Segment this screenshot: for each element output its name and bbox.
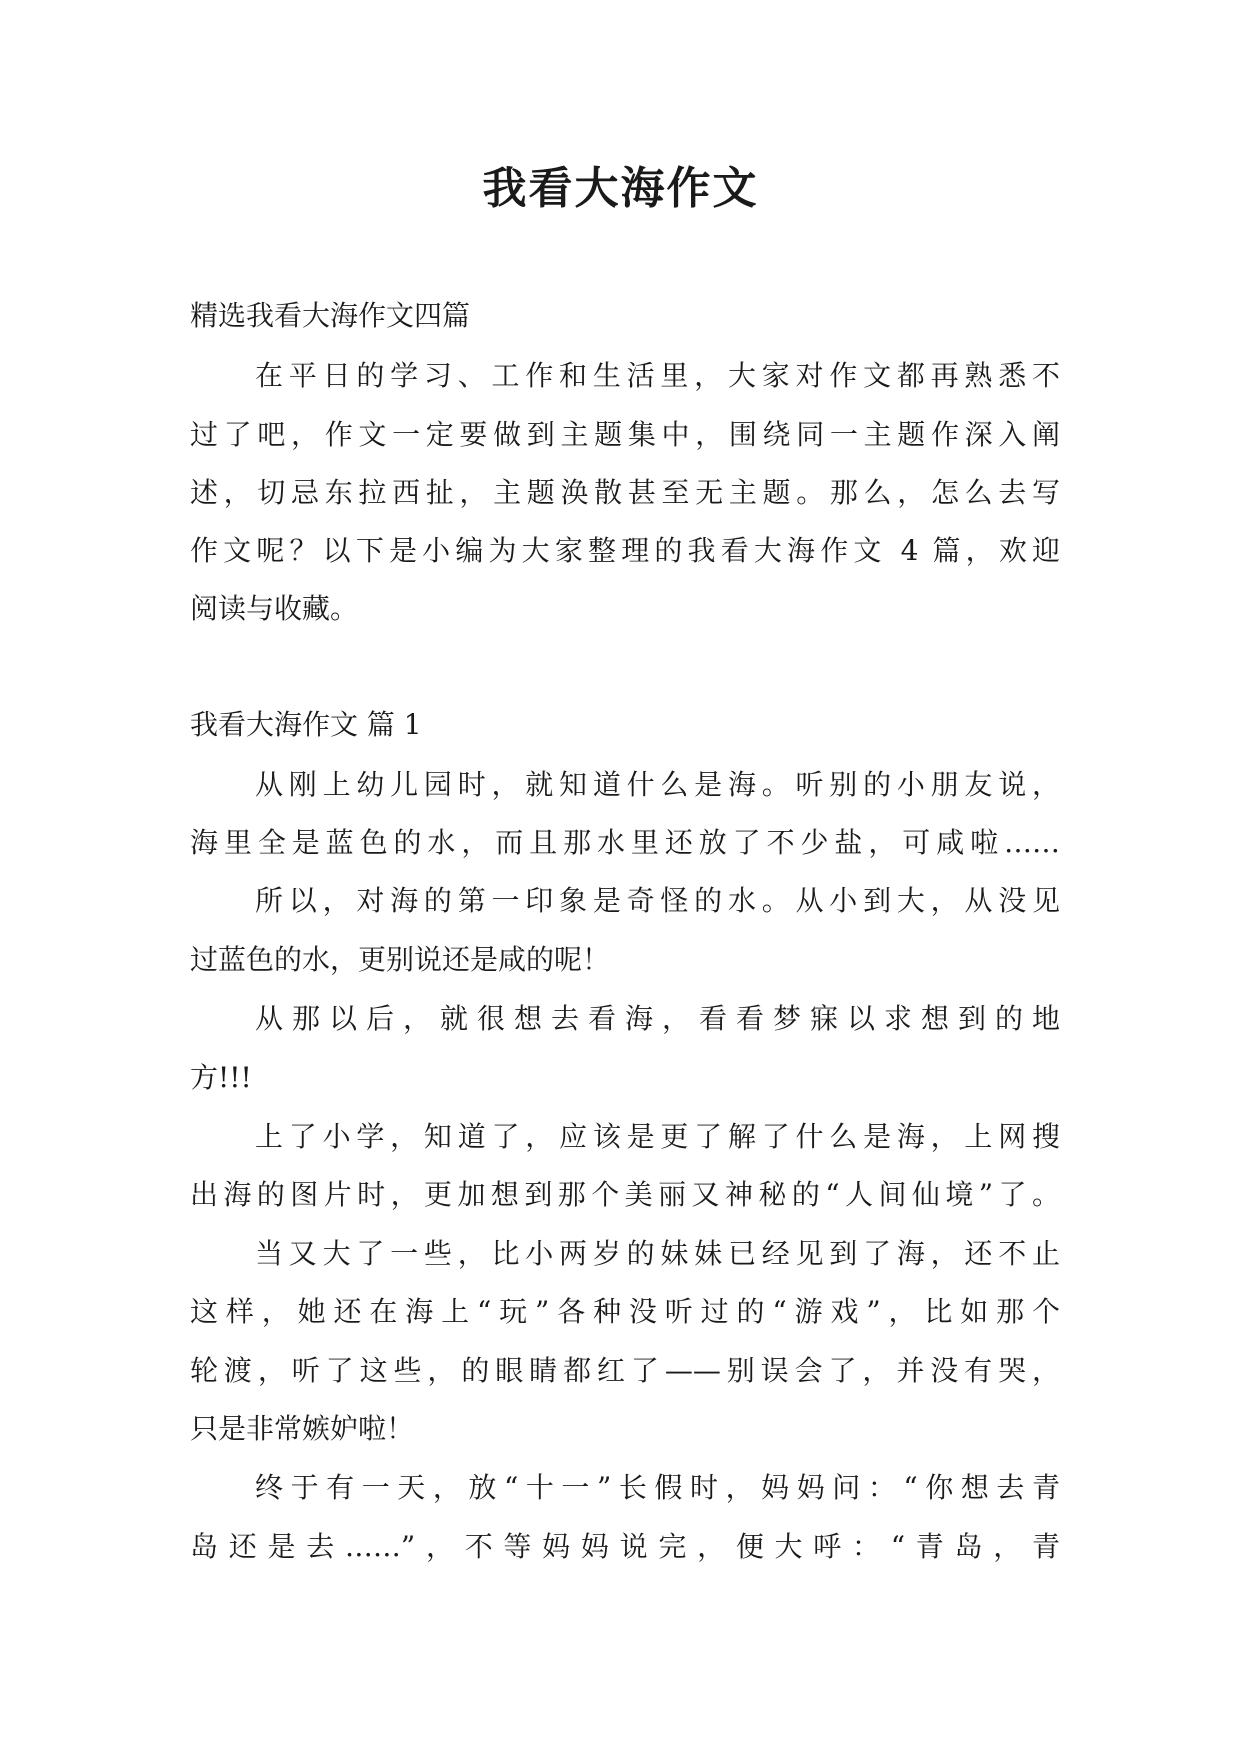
body-line: 上了小学，知道了，应该是更了解了什么是海，上网搜 [255,1120,1060,1153]
intro-paragraph-line: 作文呢？以下是小编为大家整理的我看大海作文 4 篇，欢迎 [190,534,1060,567]
body-line: 出海的图片时，更加想到那个美丽又神秘的“人间仙境”了。 [190,1178,1060,1211]
body-line: 海里全是蓝色的水，而且那水里还放了不少盐，可咸啦…… [190,826,1060,859]
body-line: 当又大了一些，比小两岁的妹妹已经见到了海，还不止 [255,1237,1060,1270]
body-line: 从那以后，就很想去看海，看看梦寐以求想到的地 [255,1002,1060,1035]
body-line: 所以，对海的第一印象是奇怪的水。从小到大，从没见 [255,884,1060,917]
body-line: 只是非常嫉妒啦！ [190,1412,415,1445]
section-heading: 我看大海作文 篇 1 [190,708,422,741]
body-line: 这样，她还在海上“玩”各种没听过的“游戏”，比如那个 [190,1295,1060,1328]
intro-paragraph-line: 在平日的学习、工作和生活里，大家对作文都再熟悉不 [255,359,1060,392]
body-line: 终于有一天，放“十一”长假时，妈妈问：“你想去青 [255,1471,1060,1504]
body-line: 方!!! [190,1061,252,1094]
body-line: 岛还是去……”，不等妈妈说完，便大呼：“青岛，青 [190,1530,1060,1563]
body-line: 过蓝色的水，更别说还是咸的呢！ [190,943,611,976]
document-title: 我看大海作文 [482,163,759,214]
body-line: 从刚上幼儿园时，就知道什么是海。听别的小朋友说， [255,768,1060,801]
body-line: 轮渡，听了这些，的眼睛都红了——别误会了，并没有哭， [190,1354,1060,1387]
intro-paragraph-line: 过了吧，作文一定要做到主题集中，围绕同一主题作深入阐 [190,418,1060,451]
intro-paragraph-line: 述，切忌东拉西扯，主题涣散甚至无主题。那么，怎么去写 [190,476,1060,509]
intro-paragraph-line: 阅读与收藏。 [190,592,359,625]
intro-heading: 精选我看大海作文四篇 [190,299,471,332]
